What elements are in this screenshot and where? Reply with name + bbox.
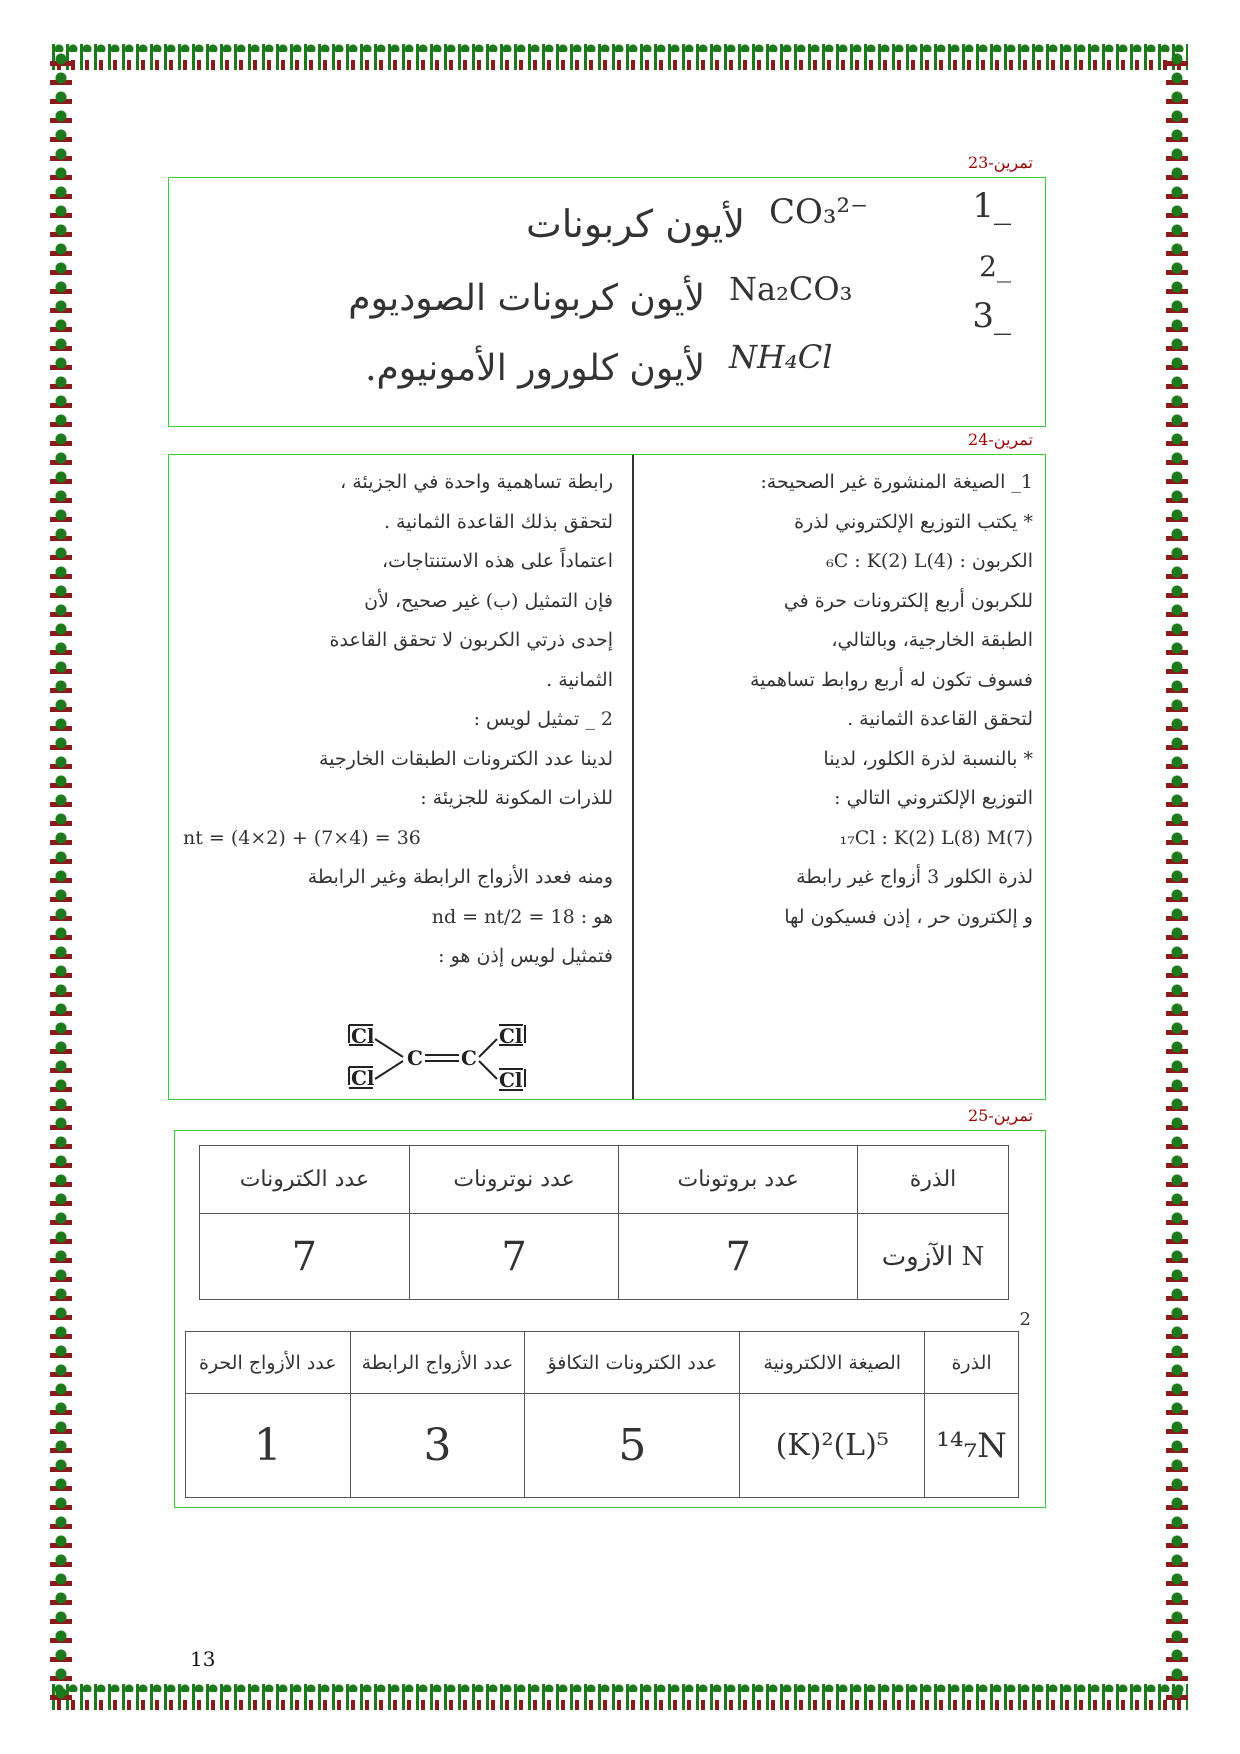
right-line: فسوف تكون له أربع روابط تساهمية [749,668,1033,691]
left-line: nt = (4×2) + (7×4) = 36 [183,826,421,849]
right-line: الكربون : ₆C : K(2) L(4) [826,550,1033,572]
bottom-border [52,1684,1188,1710]
table1-neutrons: 7 [409,1214,619,1300]
lewis-cl-top-left: Cl [351,1024,375,1048]
right-line: لذرة الكلور 3 أزواج غير رابطة [796,866,1033,888]
right-column [623,463,1033,937]
top-border [52,44,1188,70]
section-2-number: 2 [1019,1309,1031,1330]
atom-table-1 [199,1145,1009,1300]
table2-config: (K)²(L)⁵ [740,1394,925,1498]
table2-header-config: الصيغة الالكترونية [740,1332,925,1394]
right-line: 1_ الصيغة المنشورة غير الصحيحة: [760,471,1033,493]
exercise-23-box [168,177,1046,427]
table2-lone: 1 [186,1394,351,1498]
right-line: و إلكترون حر ، إذن فسيكون لها [784,905,1033,928]
page-number: 13 [190,1647,216,1671]
answer-1-text: لأيون كربونات [525,202,745,246]
left-line: لتحقق بذلك القاعدة الثمانية . [383,510,613,533]
table2-header-row [186,1332,1019,1394]
right-line: لتحقق القاعدة الثمانية . [847,708,1033,730]
left-line: الثمانية . [546,668,613,691]
left-line: فتمثيل لويس إذن هو : [438,945,613,967]
answer-3-text: لأيون كلورور الأمونيوم. [365,348,705,389]
exercise-24-box [168,454,1046,1100]
answer-2-number: 2_ [979,250,1011,283]
lewis-cl-bottom-left: Cl [351,1066,375,1090]
left-line: إحدى ذرتي الكربون لا تحقق القاعدة [329,629,613,651]
left-line: هو : nd = nt/2 = 18 [431,905,613,928]
table2-valence: 5 [525,1394,740,1498]
table1-protons: 7 [619,1214,858,1300]
table2-header-bonding: عدد الأزواج الرابطة [350,1332,525,1394]
table1-atom: N الآزوت [858,1214,1009,1300]
left-line: ومنه فعدد الأزواج الرابطة وغير الرابطة [307,866,613,888]
left-line: فإن التمثيل (ب) غير صحيح، لأن [364,589,613,612]
table2-atom: ¹⁴₇N [925,1394,1019,1498]
answer-3-number: 3_ [972,296,1011,336]
right-line: الطبقة الخارجية، وبالتالي، [831,629,1033,651]
answer-3-formula: NH₄Cl [729,338,833,376]
right-line: * بالنسبة لذرة الكلور، لدينا [823,747,1033,770]
left-line: للذرات المكونة للجزيئة : [420,787,613,809]
right-line: ₁₇Cl : K(2) L(8) M(7) [839,826,1033,849]
table2-data-row [186,1394,1019,1498]
answer-2-formula: Na₂CO₃ [729,270,853,308]
left-line: رابطة تساهمية واحدة في الجزيئة ، [340,471,613,493]
left-column [183,463,613,977]
exercise-23-label: تمرين-23 [968,153,1033,172]
left-border [50,52,72,1702]
table2-header-valence: عدد الكترونات التكافؤ [525,1332,740,1394]
table2-header-atom: الذرة [925,1332,1019,1394]
exercise-25-label: تمرين-25 [968,1106,1033,1125]
right-line: التوزيع الإلكتروني التالي : [834,787,1033,809]
right-line: للكربون أربع إلكترونات حرة في [783,589,1033,612]
exercise-25-box [174,1130,1046,1508]
left-line: اعتماداً على هذه الاستنتاجات، [382,550,613,572]
atom-table-2 [185,1331,1019,1498]
table1-header-protons: عدد بروتونات [619,1146,858,1214]
answer-1-formula: CO₃²⁻ [769,192,869,232]
answer-1-number: 1_ [972,186,1011,226]
table1-data-row [200,1214,1009,1300]
table2-bonding: 3 [350,1394,525,1498]
column-divider [632,455,634,1099]
lewis-structure [339,1015,539,1095]
answer-2-text: لأيون كربونات الصوديوم [348,278,705,319]
lewis-cl-bottom-right: Cl [499,1068,523,1092]
right-border [1166,52,1188,1702]
exercise-24-label: تمرين-24 [968,430,1033,449]
table1-header-row [200,1146,1009,1214]
table1-header-neutrons: عدد نوترونات [409,1146,619,1214]
table1-header-atom: الذرة [858,1146,1009,1214]
lewis-c-left: C [407,1046,423,1070]
table1-header-electrons: عدد الكترونات [200,1146,410,1214]
left-line: 2 _ تمثيل لويس : [473,708,613,730]
left-line: لدينا عدد الكترونات الطبقات الخارجية [318,747,613,770]
lewis-c-right: C [461,1046,477,1070]
table1-electrons: 7 [200,1214,410,1300]
right-line: * يكتب التوزيع الإلكتروني لذرة [794,510,1033,533]
lewis-cl-top-right: Cl [499,1024,523,1048]
table2-header-lone: عدد الأزواج الحرة [186,1332,351,1394]
